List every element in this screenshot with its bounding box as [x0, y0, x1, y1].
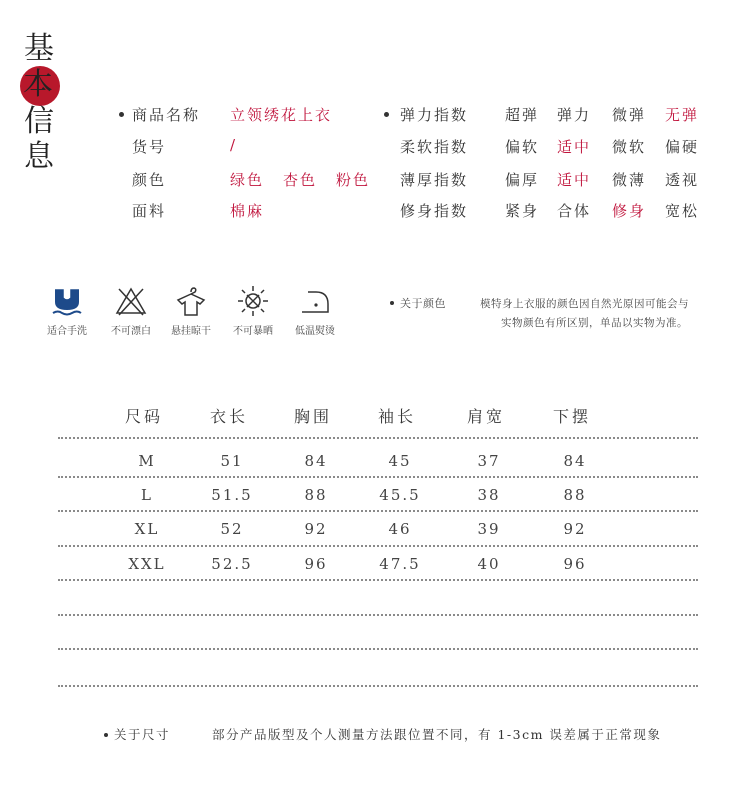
table-cell: 84 [563, 452, 587, 470]
table-header: 肩宽 [467, 407, 506, 426]
color-note-label: 关于颜色 [400, 297, 446, 310]
color-note-line-2: 实物颜色有所区别，单品以实物为准。 [501, 317, 688, 329]
index-option: 偏软 [505, 138, 540, 156]
table-cell: M [138, 452, 156, 470]
bullet [384, 112, 389, 117]
table-header: 尺码 [125, 407, 164, 426]
bullet [390, 301, 394, 305]
index-option: 超弹 [505, 106, 540, 124]
title-char-1: 基 [24, 31, 54, 66]
index-option: 微弹 [612, 106, 647, 124]
table-header: 下摆 [553, 407, 592, 426]
info-value-name: 立领绣花上衣 [230, 106, 333, 124]
index-label: 薄厚指数 [400, 171, 469, 189]
table-cell: 40 [477, 555, 501, 573]
table-cell: 37 [477, 452, 501, 470]
index-label: 柔软指数 [400, 138, 469, 156]
index-option: 透视 [665, 171, 700, 189]
table-cell: L [141, 486, 153, 504]
care-label: 低温熨烫 [295, 326, 335, 337]
care-label: 不可漂白 [111, 326, 151, 337]
index-option-selected: 修身 [612, 202, 647, 220]
no-bleach-icon [114, 284, 148, 318]
index-label: 修身指数 [400, 202, 469, 220]
divider [58, 545, 698, 547]
title-char-4: 息 [24, 139, 54, 174]
table-cell: 88 [304, 486, 328, 504]
table-cell: 52.5 [211, 555, 253, 573]
title-seal [20, 66, 60, 106]
divider [58, 614, 698, 616]
index-option: 弹力 [557, 106, 592, 124]
table-cell: 45.5 [379, 486, 421, 504]
table-cell: 39 [477, 520, 501, 538]
table-cell: XL [134, 520, 160, 538]
index-option: 微薄 [612, 171, 647, 189]
title-char-2: 本 [23, 67, 53, 102]
index-option-selected: 适中 [557, 138, 592, 156]
size-note-label: 关于尺寸 [114, 727, 171, 742]
index-option: 合体 [557, 202, 592, 220]
table-cell: 92 [563, 520, 587, 538]
table-cell: 96 [563, 555, 587, 573]
care-label: 悬挂晾干 [171, 326, 211, 337]
table-cell: 38 [477, 486, 501, 504]
info-value-color-3: 粉色 [336, 171, 371, 189]
info-label-fabric: 面料 [132, 202, 167, 220]
divider [58, 437, 698, 439]
divider [58, 648, 698, 650]
table-header: 袖长 [378, 407, 417, 426]
table-cell: 96 [304, 555, 328, 573]
care-label: 适合手洗 [47, 326, 87, 337]
bullet [119, 112, 124, 117]
table-cell: 45 [388, 452, 412, 470]
table-cell: 92 [304, 520, 328, 538]
table-cell: 51 [220, 452, 244, 470]
info-label-name: 商品名称 [132, 106, 201, 124]
hang-dry-icon [174, 284, 208, 318]
table-cell: 51.5 [211, 486, 253, 504]
info-value-color-1: 绿色 [230, 171, 265, 189]
index-option: 偏硬 [665, 138, 700, 156]
title-char-3: 信 [24, 104, 54, 139]
info-label-color: 颜色 [132, 171, 167, 189]
divider [58, 685, 698, 687]
table-cell: 88 [563, 486, 587, 504]
table-cell: 47.5 [379, 555, 421, 573]
table-header: 胸围 [294, 407, 333, 426]
bullet [104, 733, 108, 737]
index-option: 紧身 [505, 202, 540, 220]
divider [58, 476, 698, 478]
info-value-color-2: 杏色 [283, 171, 318, 189]
info-value-fabric: 棉麻 [230, 202, 265, 220]
table-header: 衣长 [210, 407, 249, 426]
table-cell: 52 [220, 520, 244, 538]
table-cell: XXL [128, 555, 166, 573]
info-value-sku: / [230, 136, 238, 154]
hand-wash-icon [50, 284, 84, 318]
index-label: 弹力指数 [400, 106, 469, 124]
index-option: 微软 [612, 138, 647, 156]
color-note-line-1: 模特身上衣服的颜色因自然光原因可能会与 [480, 298, 689, 310]
info-label-sku: 货号 [132, 138, 167, 156]
no-sun-dry-icon [236, 284, 270, 318]
care-label: 不可暴晒 [233, 326, 273, 337]
index-option: 宽松 [665, 202, 700, 220]
index-option: 偏厚 [505, 171, 540, 189]
divider [58, 510, 698, 512]
index-option-selected: 适中 [557, 171, 592, 189]
divider [58, 579, 698, 581]
table-cell: 46 [388, 520, 412, 538]
low-iron-icon [298, 284, 332, 318]
index-option-selected: 无弹 [665, 106, 700, 124]
size-note-text: 部分产品版型及个人测量方法跟位置不同，有 1-3cm 误差属于正常现象 [212, 727, 662, 742]
table-cell: 84 [304, 452, 328, 470]
